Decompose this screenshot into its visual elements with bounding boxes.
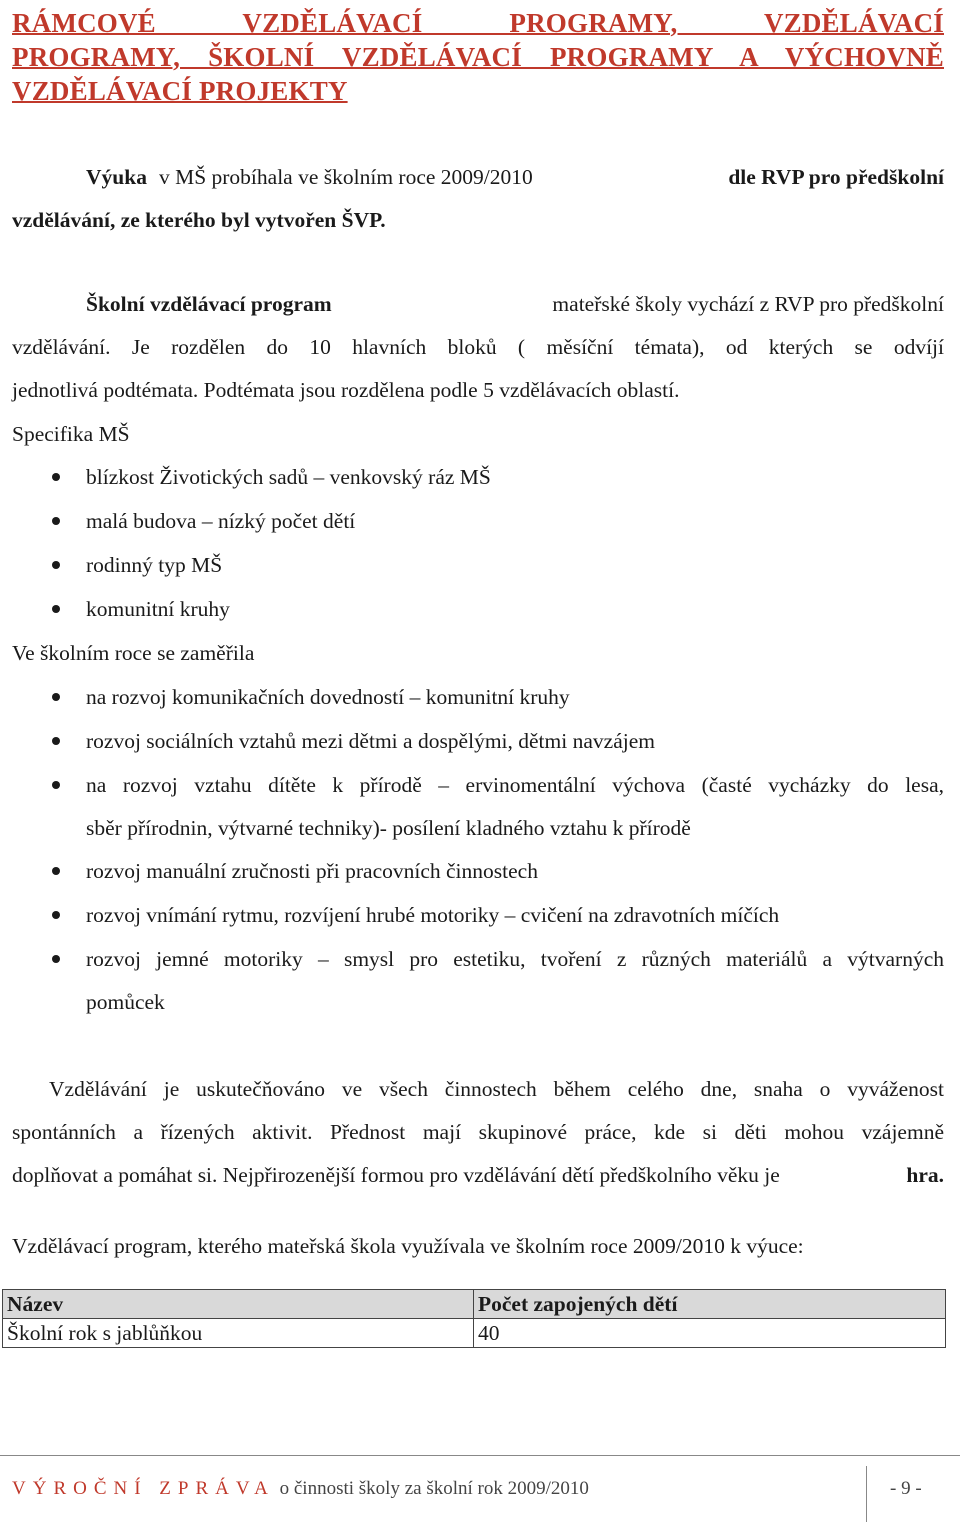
paragraph-svp <box>12 283 944 412</box>
table-header-cell: Počet zapojených dětí <box>474 1290 946 1319</box>
heading-line-2: PROGRAMY, ŠKOLNÍ VZDĚLÁVACÍ PROGRAMY A VÝCHOVNĚ <box>12 42 944 72</box>
bullet-icon <box>52 605 60 613</box>
footer-title-caps: VÝROČNÍ ZPRÁVA <box>12 1478 275 1499</box>
list-item: malá budova – nízký počet dětí <box>12 499 944 543</box>
bullet-icon <box>52 693 60 701</box>
paragraph-vzdelavani <box>12 1068 944 1197</box>
page-footer <box>0 1455 960 1522</box>
text: v MŠ probíhala ve školním roce 2009/2010 <box>158 165 533 189</box>
text-bold: Výuka <box>86 165 147 189</box>
bullet-icon <box>52 737 60 745</box>
list-item: rodinný typ MŠ <box>12 543 944 587</box>
bullet-icon <box>52 517 60 525</box>
table-intro: Vzdělávací program, kterého mateřská škola využívala ve školním roce 2009/2010 k výuce: <box>12 1234 804 1258</box>
text: mateřské školy vychází z RVP pro předškolní <box>552 292 944 316</box>
text-bold: hra. <box>906 1163 944 1187</box>
bullet-icon <box>52 911 60 919</box>
table-cell: 40 <box>474 1319 946 1348</box>
table-header-row <box>3 1290 946 1319</box>
text-bold: dle RVP pro předškolní <box>728 165 944 189</box>
footer-title-rest: o činnosti školy za školní rok 2009/2010 <box>279 1478 589 1499</box>
section-heading <box>12 6 944 108</box>
list-item: rozvoj jemné motoriky – smysl pro estetiku, tvoření z různých materiálů a výtvarných pomůcek <box>12 937 944 1023</box>
bullet-icon <box>52 473 60 481</box>
bullet-icon <box>52 561 60 569</box>
table-header-cell: Název <box>3 1290 474 1319</box>
list-item: na rozvoj vztahu dítěte k přírodě – ervinomentální výchova (časté vycházky do lesa, sběr přírodnin, výtvarné techniky)- posílení kladného vztahu k přírodě <box>12 763 944 849</box>
paragraph-svp-line-1 <box>12 283 944 326</box>
text: doplňovat a pomáhat si. Nejpřirozenější formou pro vzdělávání dětí předškolního věku je <box>12 1163 780 1187</box>
list-item: rozvoj sociálních vztahů mezi dětmi a dospělými, dětmi navzájem <box>12 719 944 763</box>
page-number: - 9 - <box>890 1478 922 1499</box>
heading-line-1: RÁMCOVÉ VZDĚLÁVACÍ PROGRAMY, VZDĚLÁVACÍ <box>12 8 944 38</box>
paragraph-svp-line-3: jednotlivá podtémata. Podtémata jsou rozdělena podle 5 vzdělávacích oblastí. <box>12 378 680 402</box>
bullet-icon <box>52 955 60 963</box>
specifika-list <box>12 455 944 631</box>
table-row <box>3 1319 946 1348</box>
paragraph-svp-line-2: vzdělávání. Je rozdělen do 10 hlavních bloků ( měsíční témata), od kterých se odvíjí <box>12 335 944 359</box>
text-bold: vzdělávání, ze kterého byl vytvořen ŠVP. <box>12 208 386 232</box>
table-cell: Školní rok s jablůňkou <box>3 1319 474 1348</box>
footer-title <box>12 1478 589 1500</box>
bullet-icon <box>52 781 60 789</box>
paragraph-vzdelavani-line-3 <box>12 1154 944 1197</box>
paragraph-rvp-line-2 <box>12 199 944 242</box>
specifika-label: Specifika MŠ <box>12 422 130 446</box>
list-item: rozvoj vnímání rytmu, rozvíjení hrubé motoriky – cvičení na zdravotních míčích <box>12 893 944 937</box>
paragraph-vzdelavani-line-1: Vzdělávání je uskutečňováno ve všech činnostech během celého dne, snaha o vyváženost <box>49 1077 944 1101</box>
paragraph-rvp <box>12 156 944 242</box>
text-bold: Školní vzdělávací program <box>86 292 332 316</box>
paragraph-rvp-line-1 <box>12 156 944 199</box>
program-table <box>2 1289 946 1348</box>
heading-line-3: VZDĚLÁVACÍ PROJEKTY <box>12 76 348 106</box>
paragraph-vzdelavani-line-2: spontánních a řízených aktivit. Přednost mají skupinové práce, kde si děti mohou vzájemně <box>12 1120 944 1144</box>
list-item: komunitní kruhy <box>12 587 944 631</box>
zamerila-label: Ve školním roce se zaměřila <box>12 641 255 665</box>
bullet-icon <box>52 867 60 875</box>
zamerila-list <box>12 675 944 1023</box>
list-item: rozvoj manuální zručnosti při pracovních činnostech <box>12 849 944 893</box>
list-item: na rozvoj komunikačních dovedností – komunitní kruhy <box>12 675 944 719</box>
list-item: blízkost Životických sadů – venkovský ráz MŠ <box>12 455 944 499</box>
